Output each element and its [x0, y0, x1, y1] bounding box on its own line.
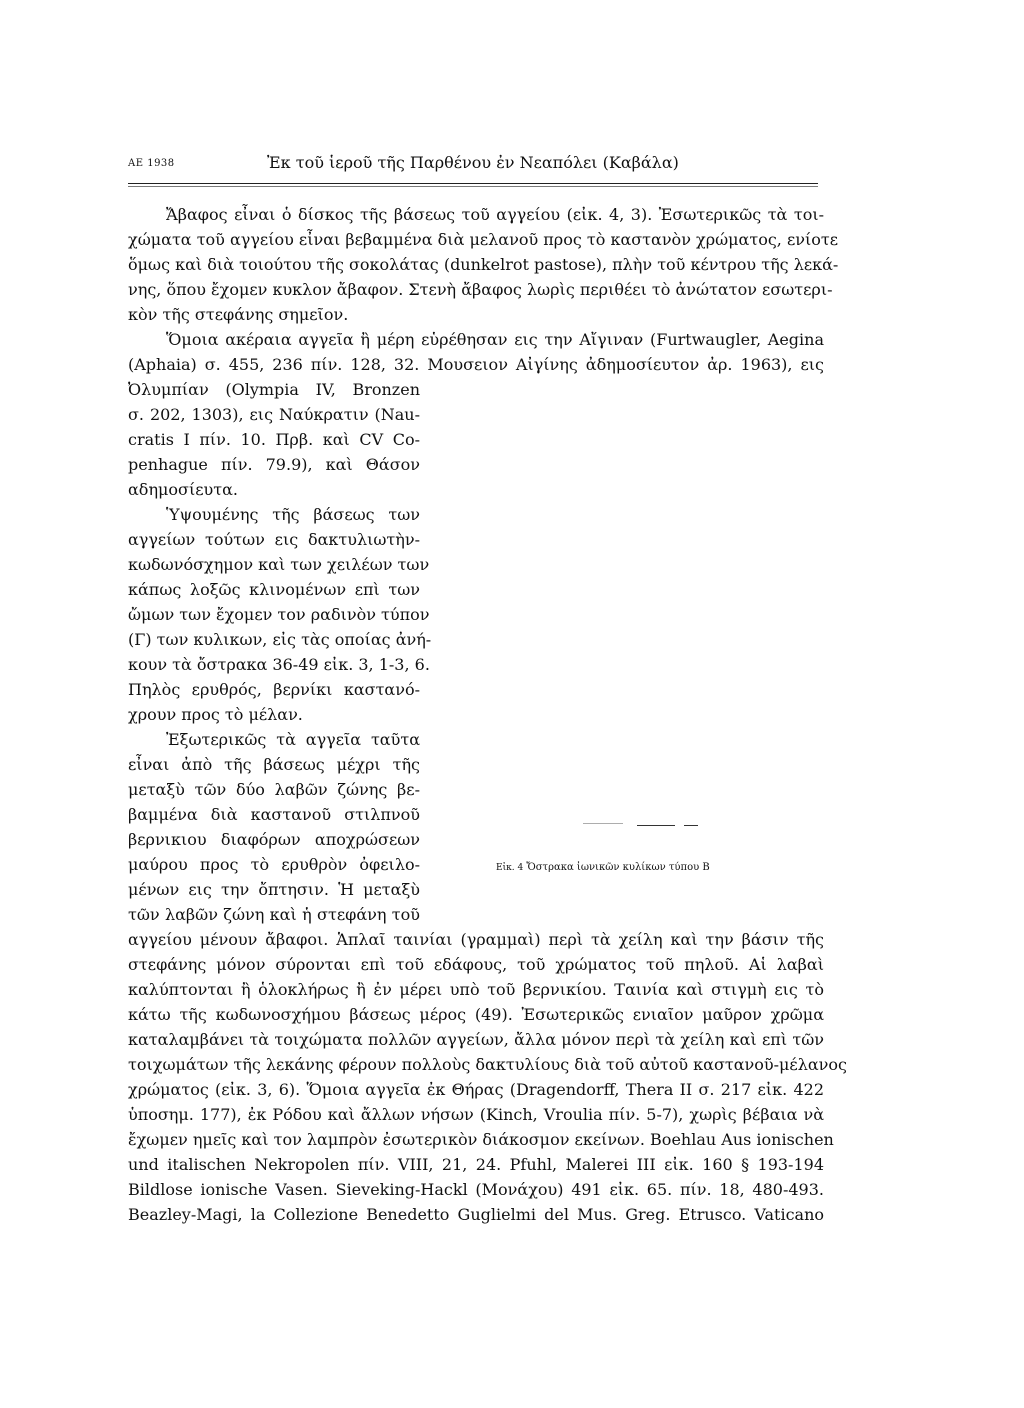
text-line: cratis I πίν. 10. Πρβ. καὶ CV Co-: [128, 430, 420, 449]
text-line: χρώματος (εἰκ. 3, 6). Ὅμοια αγγεῖα ἐκ Θήρας (Dragendorff, Thera II σ. 217 εἰκ. 422: [128, 1080, 824, 1099]
figure-mark: [684, 825, 698, 826]
text-line: βερνικιου διαφόρων αποχρώσεων: [128, 830, 420, 849]
text-line: μεταξὺ τῶν δύο λαβῶν ζώνης βε-: [128, 780, 420, 799]
journal-code: AE 1938: [128, 158, 175, 169]
text-line: penhague πίν. 79.9), καὶ Θάσον: [128, 455, 420, 474]
text-line: χώματα τοῦ αγγείου εἶναι βεβαμμένα διὰ μελανοῦ προς τὸ καστανὸν χρώματος, ενίοτε: [128, 230, 839, 249]
text-line: und italischen Nekropolen πίν. VIII, 21, 24. Pfuhl, Malerei III εἰκ. 160 § 193-194: [128, 1155, 824, 1174]
text-line: Bildlose ionische Vasen. Sieveking-Hackl (Μονάχου) 491 εἰκ. 65. πίν. 18, 480-493.: [128, 1180, 824, 1199]
text-line: κάτω τῆς κωδωνοσχήμου βάσεως μέρος (49). Ἐσωτερικῶς ενιαῖον μαῦρον χρῶμα: [128, 1005, 824, 1024]
text-line: καταλαμβάνει τὰ τοιχώματα πολλῶν αγγείων, ἄλλα μόνον περὶ τὰ χείλη καὶ επὶ τῶν: [128, 1030, 824, 1049]
text-line: χρουν προς τὸ μέλαν.: [128, 705, 303, 724]
figure-caption: [496, 862, 710, 873]
figure-number: Εἰκ. 4: [496, 863, 524, 873]
text-line: αγγείου μένουν ἄβαφοι. Ἁπλαῖ ταινίαι (γραμμαὶ) περὶ τὰ χείλη καὶ την βάσιν τῆς: [128, 930, 824, 949]
figure-caption-text: Ὄστρακα ἰωνικῶν κυλίκων τύπου Β: [526, 862, 710, 873]
text-line: μένων εις την ὄπτησιν. Ἡ μεταξὺ: [128, 880, 420, 899]
figure-mark: [637, 825, 675, 826]
text-line: εἶναι ἀπὸ τῆς βάσεως μέχρι τῆς: [128, 755, 420, 774]
text-line: ὅμως καὶ διὰ τοιούτου τῆς σοκολάτας (dunkelrot pastose), πλὴν τοῦ κέντρου τῆς λεκά-: [128, 255, 839, 274]
text-line: τῶν λαβῶν ζώνη καὶ ἡ στεφάνη τοῦ: [128, 905, 420, 924]
text-line: βαμμένα διὰ καστανοῦ στιλπνοῦ: [128, 805, 420, 824]
text-line: Ὀλυμπίαν (Olympia IV, Bronzen: [128, 380, 420, 399]
text-line: στεφάνης μόνον σύρονται επὶ τοῦ εδάφους, τοῦ χρώματος τοῦ πηλοῦ. Αἱ λαβαὶ: [128, 955, 824, 974]
text-line: Ὅμοια ακέραια αγγεῖα ἢ μέρη εὑρέθησαν εις την Αἴγιναν (Furtwaugler, Aegina: [166, 330, 824, 349]
text-line: κουν τὰ ὄστρακα 36-49 εἰκ. 3, 1-3, 6.: [128, 655, 430, 674]
text-line: σ. 202, 1303), εις Ναύκρατιν (Nau-: [128, 405, 420, 424]
text-line: (Γ) των κυλικων, εἰς τὰς οποίας ἀνή-: [128, 630, 432, 649]
text-line: καλύπτονται ἢ ὁλοκλήρως ἢ ἐν μέρει υπὸ τοῦ βερνικίου. Ταινία καὶ στιγμὴ εις τὸ: [128, 980, 824, 999]
text-line: αγγείων τούτων εις δακτυλιωτὴν-: [128, 530, 420, 549]
text-line: Ἄβαφος εἶναι ὁ δίσκος τῆς βάσεως τοῦ αγγείου (εἰκ. 4, 3). Ἐσωτερικῶς τὰ τοι-: [166, 205, 824, 224]
text-line: κάπως λοξῶς κλινομένων επὶ των: [128, 580, 420, 599]
text-line: ὑποσημ. 177), ἐκ Ρόδου καὶ ἄλλων νήσων (Kinch, Vroulia πίν. 5-7), χωρὶς βέβαια νὰ: [128, 1105, 824, 1124]
text-line: Ὑψουμένης τῆς βάσεως των: [166, 505, 420, 524]
text-line: Πηλὸς ερυθρός, βερνίκι καστανό-: [128, 680, 420, 699]
text-line: ὤμων των ἔχομεν τον ραδινὸν τύπον: [128, 605, 430, 624]
text-line: τοιχωμάτων τῆς λεκάνης φέρουν πολλοὺς δακτυλίους διὰ τοῦ αὐτοῦ καστανοῦ-μέλανος: [128, 1055, 847, 1074]
text-line: μαύρου προς τὸ ερυθρὸν ὀφειλο-: [128, 855, 420, 874]
text-line: ἔχωμεν ημεῖς καὶ τον λαμπρὸν ἐσωτερικὸν διάκοσμον εκείνων. Boehlau Aus ionischen: [128, 1130, 834, 1149]
header-rule: [128, 183, 818, 184]
figure-mark: [583, 823, 623, 824]
text-line: κωδωνόσχημον καὶ των χειλέων των: [128, 555, 430, 574]
running-title: Ἐκ τοῦ ἱεροῦ τῆς Παρθένου ἐν Νεαπόλει (Καβάλα): [267, 153, 679, 172]
header-rule-double: [128, 186, 818, 187]
text-line: νης, ὅπου ἔχομεν κυκλον ἄβαφον. Στενὴ ἄβαφος λωρὶς περιθέει τὸ ἀνώτατον εσωτερι-: [128, 280, 833, 299]
figure-blank-area: [437, 400, 827, 870]
running-header: [128, 150, 828, 180]
text-line: Ἐξωτερικῶς τὰ αγγεῖα ταῦτα: [166, 730, 420, 749]
text-line: Beazley-Magi, la Collezione Benedetto Guglielmi del Mus. Greg. Etrusco. Vaticano: [128, 1205, 824, 1224]
text-line: (Aphaia) σ. 455, 236 πίν. 128, 32. Μουσειον Αἰγίνης ἀδημοσίευτον ἀρ. 1963), εις: [128, 355, 824, 374]
text-line: αδημοσίευτα.: [128, 480, 239, 499]
text-line: κὸν τῆς στεφάνης σημεῖον.: [128, 305, 349, 324]
